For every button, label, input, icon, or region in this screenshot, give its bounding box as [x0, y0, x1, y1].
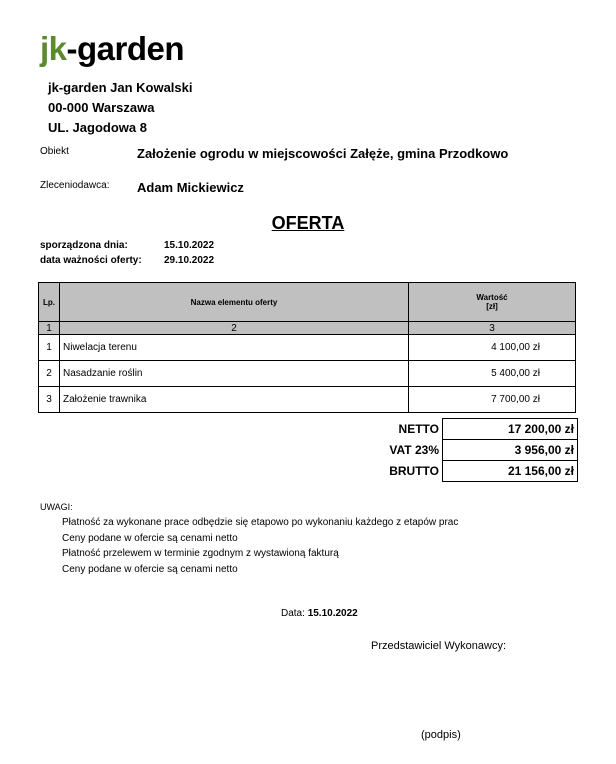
- logo-jk: jk: [40, 30, 67, 67]
- company-street: UL. Jagodowa 8: [48, 120, 147, 135]
- column-number: 2: [60, 322, 409, 335]
- netto-row: [360, 419, 578, 440]
- vat-value: 3 956,00 zł: [443, 440, 578, 461]
- document-title: OFERTA: [271, 213, 345, 233]
- row-lp: 3: [39, 387, 60, 413]
- row-lp: 1: [39, 335, 60, 361]
- valid-value: 29.10.2022: [164, 255, 215, 266]
- header-name: Nazwa elementu oferty: [60, 283, 409, 322]
- table-header-row: [39, 283, 576, 322]
- header-value-line1: Wartość: [476, 293, 508, 302]
- table-row: [39, 387, 576, 413]
- column-number: 3: [409, 322, 576, 335]
- footer-date: [281, 608, 358, 619]
- note-item: Ceny podane w ofercie są cenami netto: [62, 563, 238, 575]
- header-value: [409, 283, 576, 322]
- netto-label: NETTO: [360, 419, 443, 440]
- notes-list: [62, 515, 458, 577]
- offer-items-table: [38, 282, 576, 413]
- logo-garden: -garden: [66, 30, 185, 67]
- company-city: 00-000 Warszawa: [48, 100, 155, 115]
- valid-label: data ważności oferty:: [40, 255, 142, 266]
- note-item: Płatność przelewem w terminie zgodnym z wystawioną fakturą: [62, 548, 339, 559]
- representative-label: Przedstawiciel Wykonawcy:: [371, 640, 506, 652]
- object-label: Obiekt: [40, 146, 69, 157]
- totals-table: [360, 418, 578, 482]
- row-name: Założenie trawnika: [60, 387, 409, 413]
- signature-label: (podpis): [421, 729, 461, 741]
- footer-date-value: 15.10.2022: [307, 608, 358, 619]
- brutto-row: [360, 461, 578, 482]
- vat-label: VAT 23%: [360, 440, 443, 461]
- note-item: Ceny podane w ofercie są cenami netto: [62, 532, 238, 544]
- created-label: sporządzona dnia:: [40, 240, 128, 251]
- row-value: 5 400,00 zł: [409, 361, 576, 387]
- created-value: 15.10.2022: [164, 240, 215, 251]
- brutto-label: BRUTTO: [360, 461, 443, 482]
- row-lp: 2: [39, 361, 60, 387]
- row-name: Niwelacja terenu: [60, 335, 409, 361]
- note-item: Płatność za wykonane prace odbędzie się etapowo po wykonaniu każdego z etapów prac: [62, 517, 459, 528]
- row-value: 7 700,00 zł: [409, 387, 576, 413]
- notes-heading: UWAGI:: [40, 502, 73, 512]
- company-name: jk-garden Jan Kowalski: [48, 80, 193, 95]
- brutto-value: 21 156,00 zł: [443, 461, 578, 482]
- netto-value: 17 200,00 zł: [443, 419, 578, 440]
- vat-row: [360, 440, 578, 461]
- table-row: [39, 361, 576, 387]
- header-lp: Lp.: [39, 283, 60, 322]
- column-number-row: [39, 322, 576, 335]
- company-address: [48, 78, 193, 138]
- offer-dates: [40, 238, 214, 268]
- client-label: Zleceniodawca:: [40, 180, 110, 191]
- company-logo: [40, 32, 184, 65]
- column-number: 1: [39, 322, 60, 335]
- client-value: Adam Mickiewicz: [137, 180, 244, 195]
- header-value-line2: [zł]: [486, 302, 498, 311]
- row-value: 4 100,00 zł: [409, 335, 576, 361]
- table-row: [39, 335, 576, 361]
- row-name: Nasadzanie roślin: [60, 361, 409, 387]
- object-value: Założenie ogrodu w miejscowości Załęże, gmina Przodkowo: [137, 146, 509, 161]
- footer-date-label: Data:: [281, 608, 305, 619]
